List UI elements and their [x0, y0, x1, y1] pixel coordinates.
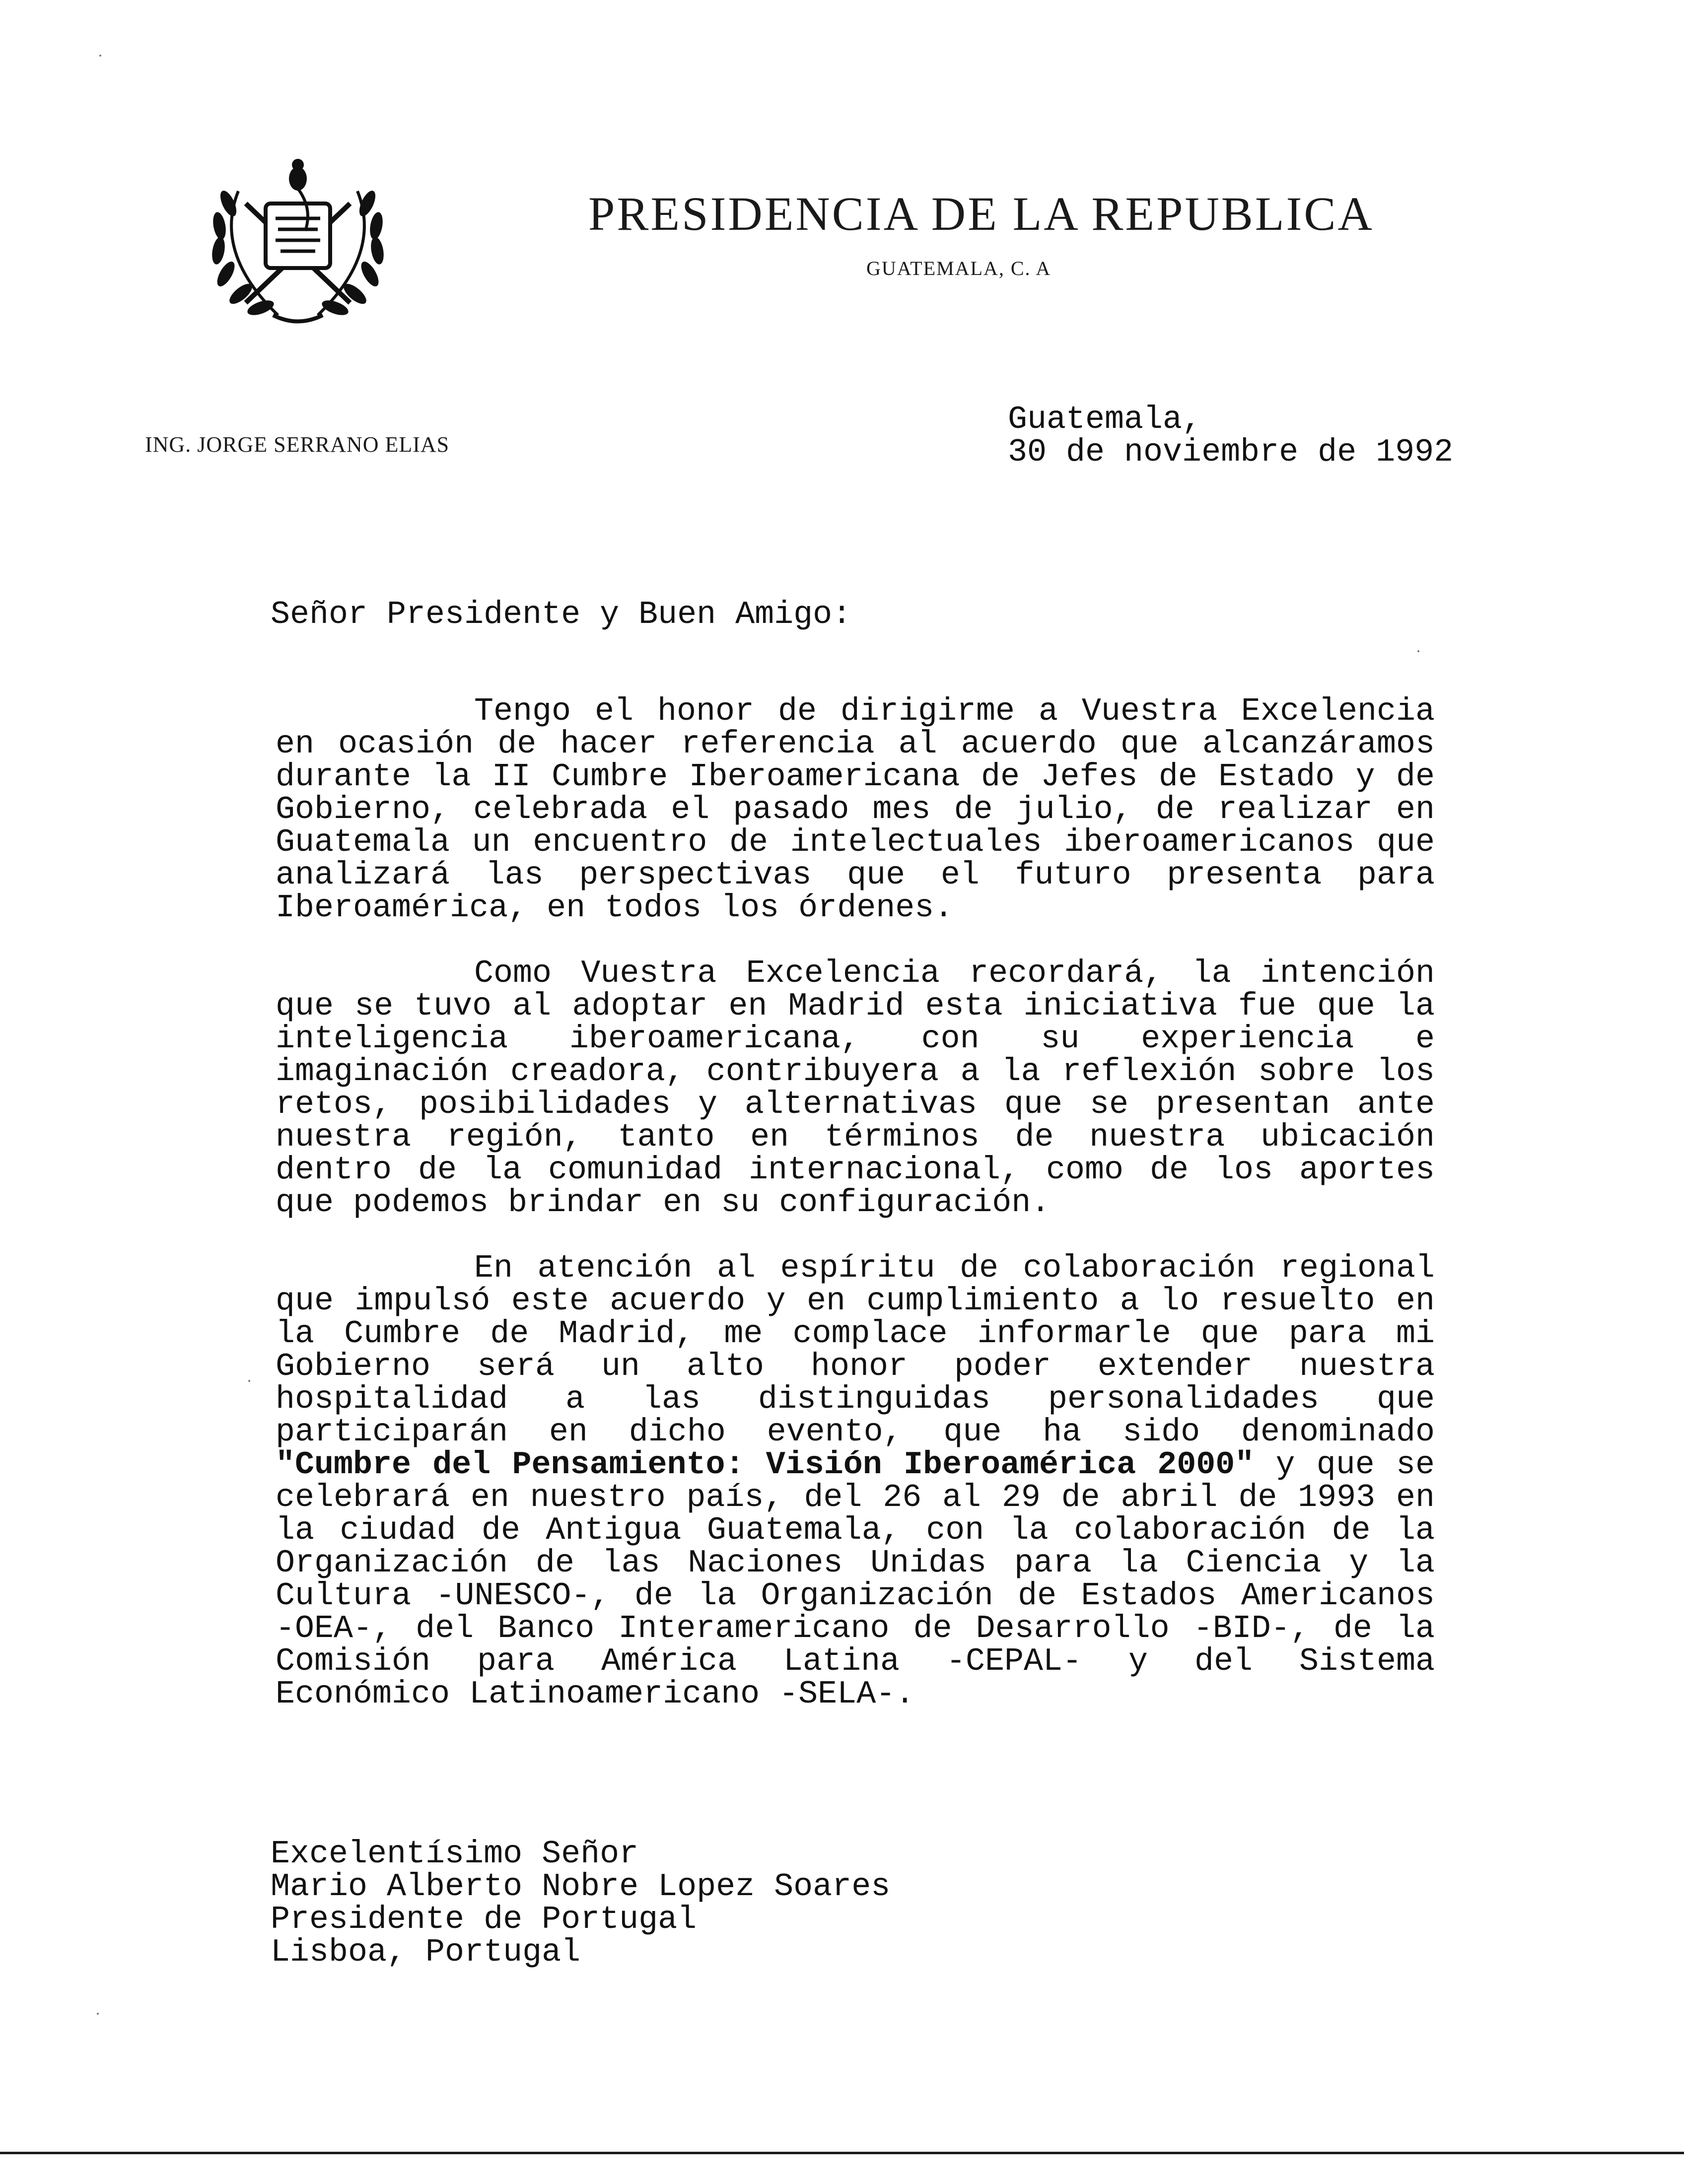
scan-speck	[248, 1380, 250, 1382]
letterhead-title: PRESIDENCIA DE LA REPUBLICA	[588, 187, 1374, 240]
date-line: 30 de noviembre de 1992	[1008, 434, 1454, 471]
addressee-title: Excelentísimo Señor	[271, 1836, 639, 1872]
addressee-position: Presidente de Portugal	[271, 1901, 697, 1938]
paragraph-3-text-before: En atención al espíritu de colaboración regional que impulsó este acuerdo y en cumplimiento a lo resuelto en la Cumbre de Madrid, me complace informarle que para mi Gobierno será un alto honor poder extender nuestra hospitalidad a las distinguidas personalidades que participarán en dicho evento, que ha sido denominado	[276, 1250, 1435, 1450]
addressee-block	[271, 1838, 890, 1969]
paragraph-3-text-after: y que se celebrará en nuestro país, del 26 al 29 de abril de 1993 en la ciudad de Antigua Guatemala, con la colaboración de la Organización de las Naciones Unidas para la Ciencia y la Cultura -UNESCO-, de la Organización de Estados Americanos -OEA-, del Banco Interamericano de Desarrollo -BID-, de la Comisión para América Latina -CEPAL- y del Sistema Económico Latinoamericano -SELA-.	[276, 1446, 1435, 1712]
sender-name: ING. JORGE SERRANO ELIAS	[145, 432, 450, 457]
letterhead-subtitle: GUATEMALA, C. A	[866, 257, 1052, 279]
addressee-name: Mario Alberto Nobre Lopez Soares	[271, 1868, 891, 1905]
body-paragraph-1: Tengo el honor de dirigirme a Vuestra Excelencia en ocasión de hacer referencia al acuerdo que alcanzáramos durante la II Cumbre Iberoamericana de Jefes de Estado y de Gobierno, celebrada el pasado mes de julio, de realizar en Guatemala un encuentro de intelectuales iberoamericanos que analizará las perspectivas que el futuro presenta para Iberoamérica, en todos los órdenes.	[276, 693, 1435, 926]
date-block	[1008, 403, 1453, 469]
scan-speck	[97, 2013, 99, 2015]
body-paragraph-3	[276, 1252, 1435, 1710]
scan-speck	[99, 55, 101, 57]
date-place: Guatemala,	[1008, 401, 1202, 438]
body-paragraph-2: Como Vuestra Excelencia recordará, la intención que se tuvo al adoptar en Madrid esta iniciativa fue que la inteligencia iberoamericana, con su experiencia e imaginación creadora, contribuyera a la reflexión sobre los retos, posibilidades y alternativas que se presentan ante nuestra región, tanto en términos de nuestra ubicación dentro de la comunidad internacional, como de los aportes que podemos brindar en su configuración.	[276, 955, 1435, 1221]
coat-of-arms-icon	[199, 144, 397, 333]
salutation: Señor Presidente y Buen Amigo:	[271, 596, 852, 633]
addressee-location: Lisboa, Portugal	[271, 1934, 581, 1971]
scan-speck	[1417, 650, 1419, 652]
letter-body	[276, 695, 1435, 1743]
event-name: "Cumbre del Pensamiento: Visión Iberoamérica 2000"	[276, 1446, 1255, 1483]
bottom-rule	[0, 2152, 1684, 2154]
